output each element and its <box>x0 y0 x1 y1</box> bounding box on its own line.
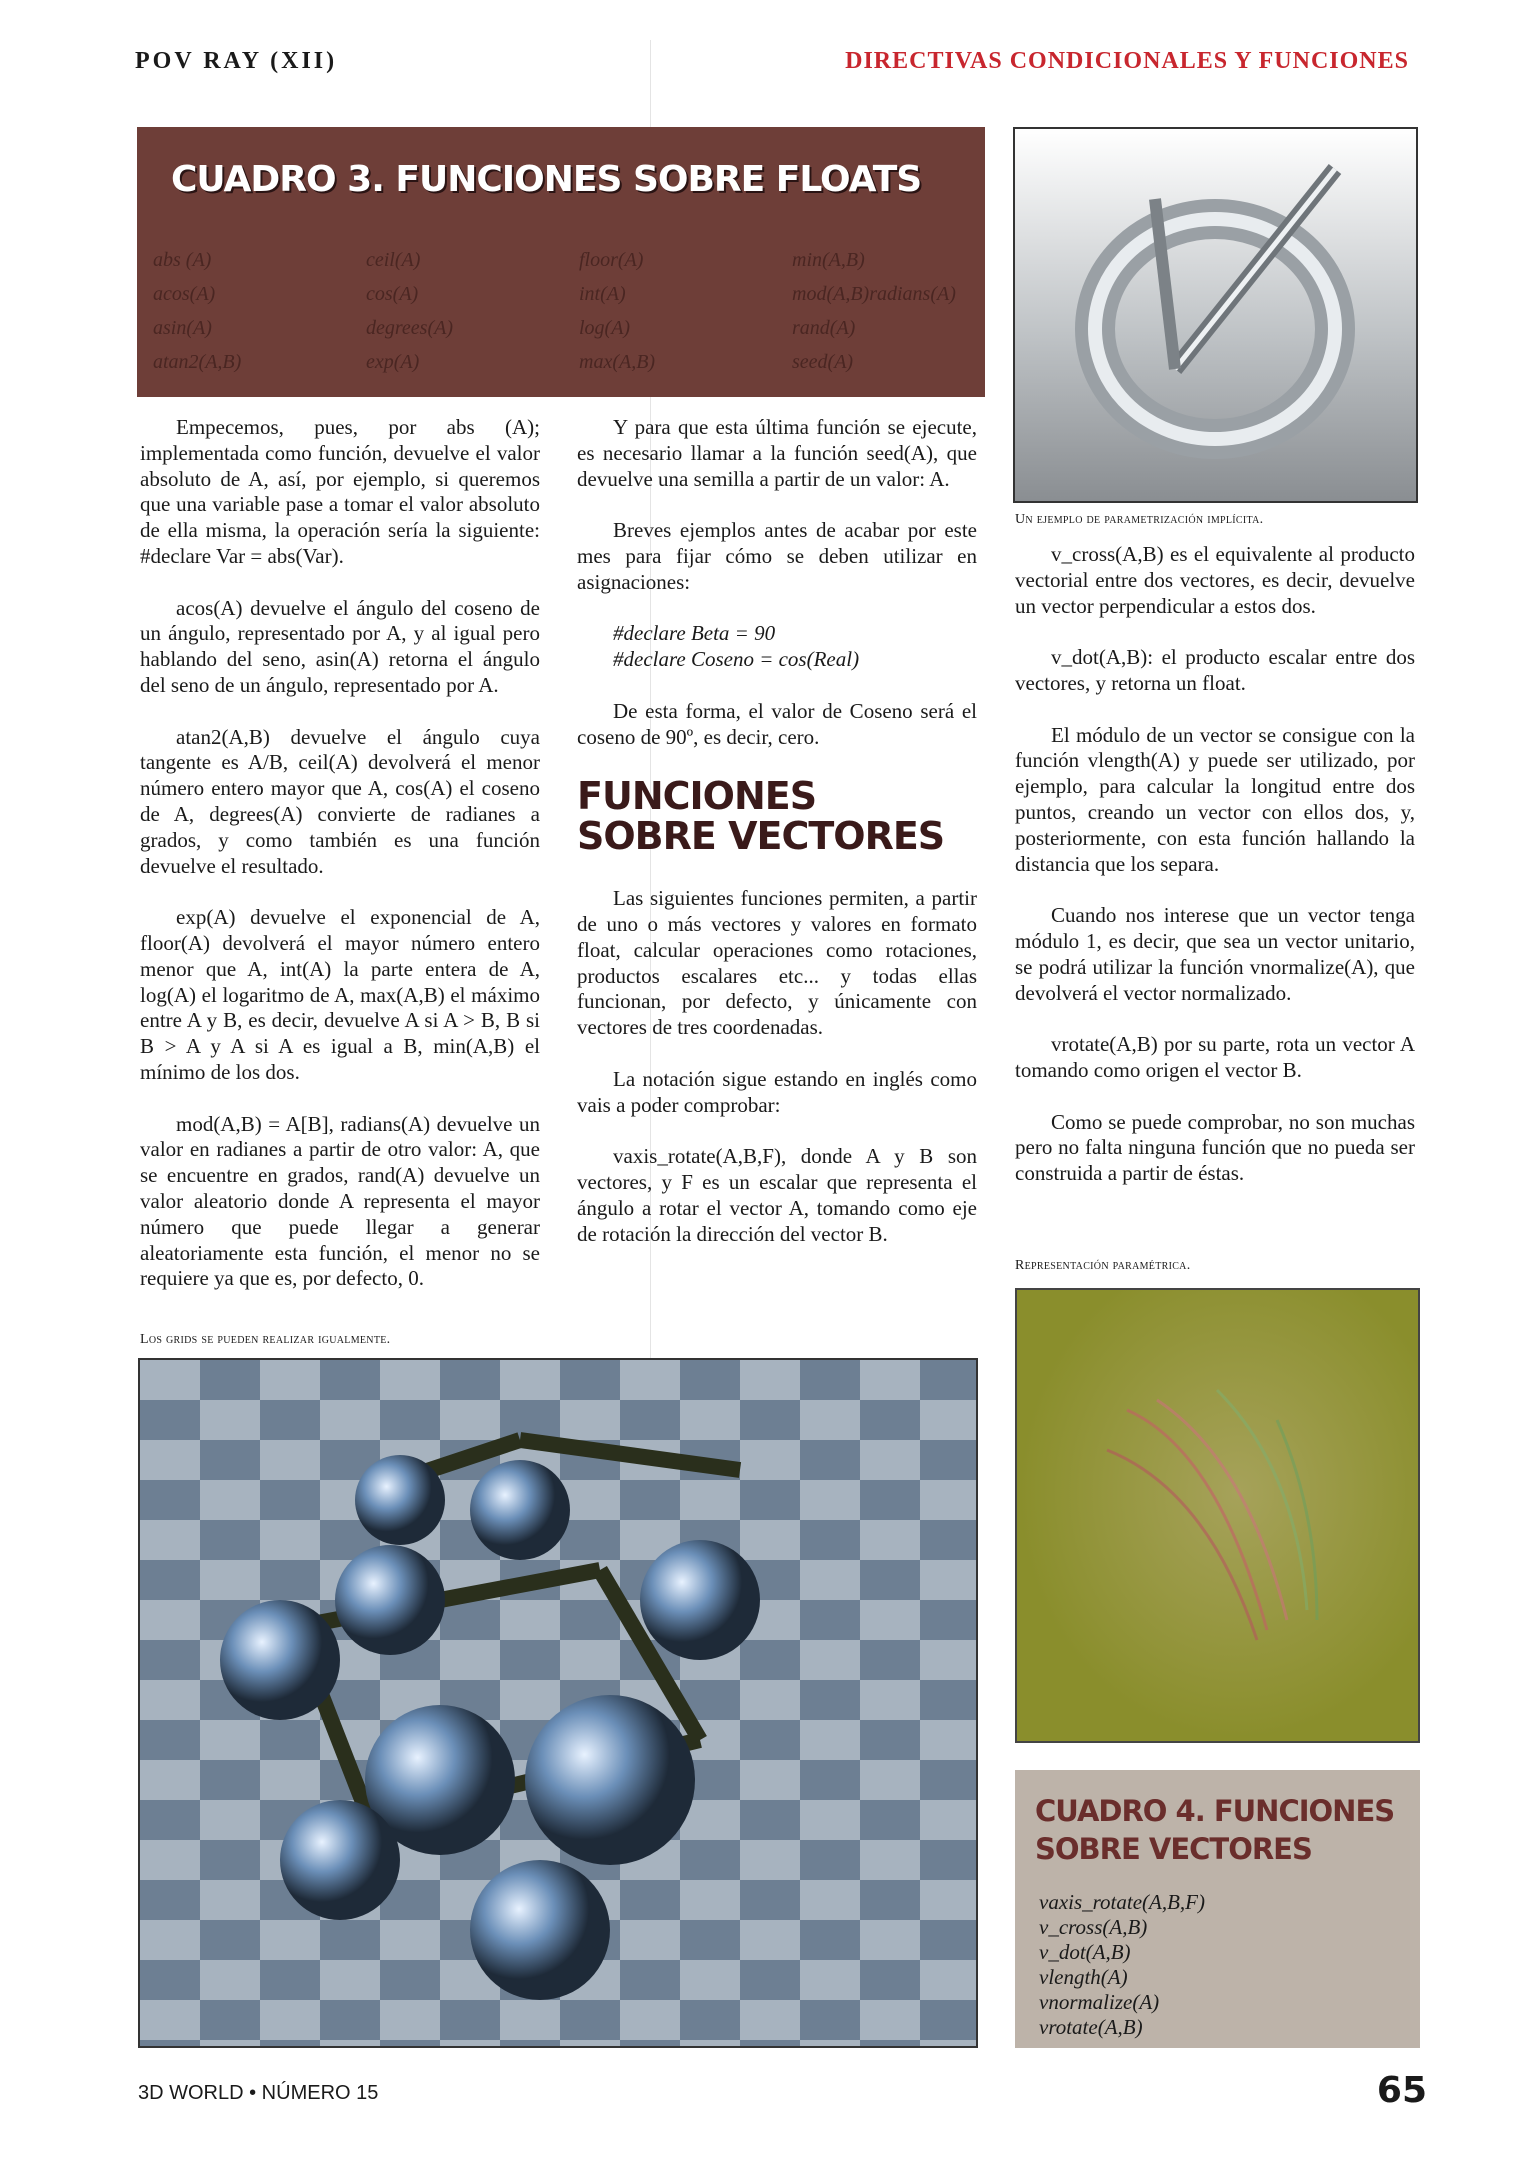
paragraph: vaxis_rotate(A,B,F), donde A y B son vectores, y F es un escalar que representa el ángulo a rotar el vector A, tomando como eje de rotación la dirección del vector B. <box>577 1144 977 1246</box>
parametric-surface-image <box>1017 1290 1420 1743</box>
function-item: max(A,B) <box>579 351 656 373</box>
function-item: mod(A,B)radians(A) <box>792 283 956 305</box>
paragraph: Y para que esta última función se ejecute, es necesario llamar a la función seed(A), que devuelve una semilla a partir de un valor: A. <box>577 415 977 491</box>
paragraph: La notación sigue estando en inglés como vais a poder comprobar: <box>577 1066 977 1117</box>
function-item: vaxis_rotate(A,B,F) <box>1039 1890 1206 1914</box>
paragraph: atan2(A,B) devuelve el ángulo cuya tangente es A/B, ceil(A) devolverá el menor número entero mayor que A, cos(A) el coseno de A, degrees(A) convierte de radianes a grados, y como también es una función devuelve el resultado. <box>140 724 540 878</box>
paragraph: De esta forma, el valor de Coseno será el coseno de 90º, es decir, cero. <box>577 698 977 749</box>
caption-bottom-left: Los grids se pueden realizar igualmente. <box>140 1332 391 1347</box>
cuadro-4-title: CUADRO 4. FUNCIONES SOBRE VECTORES <box>1035 1794 1395 1866</box>
grid-spheres-render <box>138 1358 978 2048</box>
parametric-render <box>1015 1288 1420 1743</box>
function-item: cos(A) <box>366 283 419 305</box>
cuadro-3-title: CUADRO 3. FUNCIONES SOBRE FLOATS <box>171 159 922 200</box>
function-item: seed(A) <box>792 351 854 373</box>
paragraph: Empecemos, pues, por abs (A); implementada como función, devuelve el valor absoluto de A, así, por ejemplo, si queremos que una variable pase a tomar el valor absoluto de ella misma, la operación sería la siguiente: #declare Var = abs(Var). <box>140 415 540 568</box>
code-line: #declare Coseno = cos(Real) <box>613 647 860 672</box>
page-number: 65 <box>1376 2070 1427 2111</box>
caption-mid-right: Representación paramétrica. <box>1015 1258 1191 1273</box>
heading-line-2: SOBRE VECTORES <box>577 814 945 859</box>
function-item: v_dot(A,B) <box>1039 1940 1131 1964</box>
function-item: vlength(A) <box>1039 1965 1128 1989</box>
function-item: vrotate(A,B) <box>1039 2015 1143 2039</box>
running-header-left: POV RAY (XII) <box>135 48 338 74</box>
function-item: ceil(A) <box>366 249 421 271</box>
function-item: min(A,B) <box>792 249 865 271</box>
paragraph: exp(A) devuelve el exponencial de A, floor(A) devolverá el mayor número entero menor que A, int(A) la parte entera de A, log(A) el logaritmo de A, max(A,B) el máximo entre A y B, es decir, devuelve A si A > B, B si B > A y A si A es igual a B, min(A,B) el mínimo de los dos. <box>140 905 540 1084</box>
cuadro-4-list <box>1039 1890 1205 2040</box>
function-item: floor(A) <box>579 249 644 271</box>
function-item: v_cross(A,B) <box>1039 1915 1148 1939</box>
footer-publication: 3D WORLD • NÚMERO 15 <box>138 2082 379 2104</box>
running-header-right: DIRECTIVAS CONDICIONALES Y FUNCIONES <box>845 48 1409 74</box>
paragraph: El módulo de un vector se consigue con la función vlength(A) y puede ser utilizado, por ejemplo, para calcular la longitud entre dos puntos, creando un vector con ellos dos, y, posteriormente, con esta función hallando la distancia que los separa. <box>1015 722 1415 876</box>
function-item: log(A) <box>579 317 631 339</box>
column-1 <box>140 415 540 1318</box>
chrome-torus-image <box>1015 129 1418 503</box>
paragraph: v_cross(A,B) es el equivalente al producto vectorial entre dos vectores, es decir, devuelve un vector perpendicular a estos dos. <box>1015 542 1415 618</box>
function-item: asin(A) <box>153 317 212 339</box>
paragraph: mod(A,B) = A[B], radians(A) devuelve un valor en radianes a partir de otro valor: A, que se encuentre en grados, rand(A) devuelve un valor aleatorio donde A representa el mayor número que puede llegar a generar aleatoriamente esta función, el menor no se requiere ya que es, por defecto, 0. <box>140 1111 540 1291</box>
function-item: acos(A) <box>153 283 216 305</box>
function-item: atan2(A,B) <box>153 351 242 373</box>
paragraph: Las siguientes funciones permiten, a partir de uno o más vectores y valores en formato float, calcular operaciones como rotaciones, productos escalares etc... y todas ellas funcionan, por defecto, y únicamente con vectores de tres coordenadas. <box>577 886 977 1040</box>
paragraph: v_dot(A,B): el producto escalar entre dos vectores, y retorna un float. <box>1015 645 1415 695</box>
column-2 <box>577 415 977 1273</box>
caption-top-right: Un ejemplo de parametrización implícita. <box>1015 512 1264 527</box>
paragraph: acos(A) devuelve el ángulo del coseno de un ángulo, representado por A, y al igual pero hablando del seno, asin(A) retorna el ángulo del seno de un ángulo, representado por A. <box>140 595 540 697</box>
code-line: #declare Beta = 90 <box>613 621 776 646</box>
chrome-sphere-grid-image <box>140 1360 978 2048</box>
function-item: rand(A) <box>792 317 856 339</box>
paragraph: Cuando nos interese que un vector tenga módulo 1, es decir, que sea un vector unitario, se podrá utilizar la función vnormalize(A), que devolverá el vector normalizado. <box>1015 903 1415 1005</box>
function-item: degrees(A) <box>366 317 453 339</box>
function-item: int(A) <box>579 283 626 305</box>
function-item: vnormalize(A) <box>1039 1990 1160 2014</box>
function-item: abs (A) <box>153 249 212 271</box>
paragraph: Como se puede comprobar, no son muchas pero no falta ninguna función que no pueda ser construida a partir de éstas. <box>1015 1109 1415 1186</box>
column-3 <box>1015 542 1415 1213</box>
function-item: exp(A) <box>366 351 420 373</box>
paragraph: Breves ejemplos antes de acabar por este mes para fijar cómo se deben utilizar en asignaciones: <box>577 518 977 594</box>
cuadro-3-box <box>137 127 985 397</box>
heading-line-1: FUNCIONES <box>577 774 817 819</box>
section-heading <box>577 774 977 859</box>
cuadro-3-list <box>153 245 1005 377</box>
implicit-parametrization-render <box>1013 127 1418 503</box>
paragraph: vrotate(A,B) por su parte, rota un vector A tomando como origen el vector B. <box>1015 1032 1415 1082</box>
cuadro-4-box <box>1015 1770 1420 2048</box>
